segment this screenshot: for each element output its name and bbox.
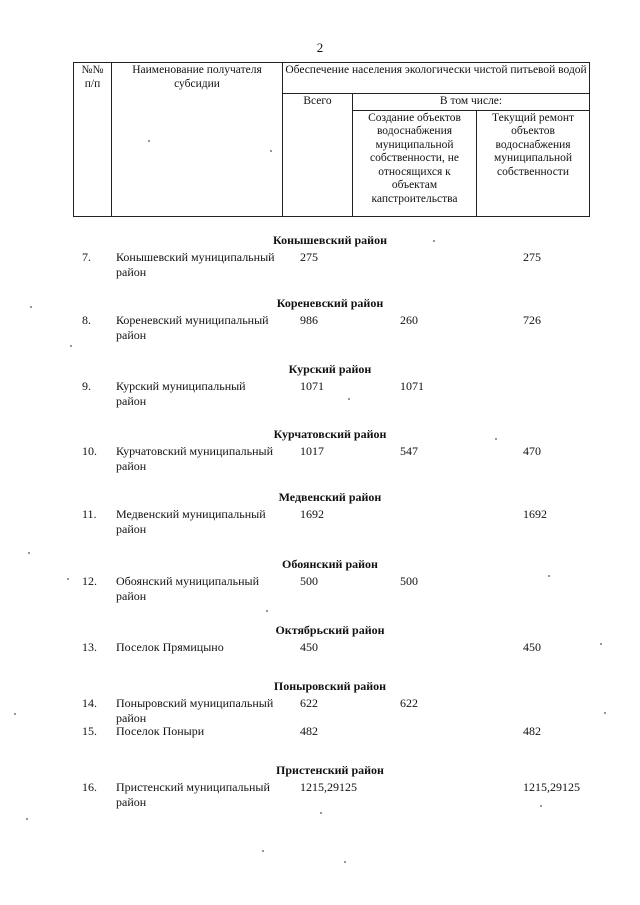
total-value: 622 (300, 696, 318, 710)
total-value: 1071 (300, 379, 324, 393)
row-number: 10. (82, 444, 97, 458)
row-number: 13. (82, 640, 97, 654)
scan-speck (604, 712, 606, 714)
repair-value: 1215,29125 (523, 780, 580, 794)
table-row (0, 640, 640, 674)
row-number: 12. (82, 574, 97, 588)
section-title: Медвенский район (278, 490, 382, 504)
total-value: 275 (300, 250, 318, 264)
recipient-name: Медвенский муниципальный район (116, 507, 266, 536)
scan-speck (548, 575, 550, 577)
section-title: Пристенский район (276, 763, 384, 777)
recipient-name: Конышевский муниципальный район (116, 250, 275, 279)
row-number: 9. (82, 379, 91, 393)
table-row (0, 780, 640, 814)
recipient-name: Кореневский муниципальный район (116, 313, 269, 342)
scan-speck (30, 306, 32, 308)
total-value: 482 (300, 724, 318, 738)
repair-value: 470 (523, 444, 541, 458)
table-row (0, 444, 640, 478)
page-number: 2 (316, 40, 324, 55)
repair-value: 726 (523, 313, 541, 327)
creation-value: 260 (400, 313, 418, 327)
scan-speck (270, 150, 272, 152)
scan-speck (28, 552, 30, 554)
header-recipient: Наименование получателя субсидии (112, 63, 283, 217)
header-including: В том числе: (353, 94, 590, 111)
repair-value: 275 (523, 250, 541, 264)
total-value: 1017 (300, 444, 324, 458)
table-row (0, 574, 640, 608)
row-number: 14. (82, 696, 97, 710)
header-creation: Создание объектов водоснабжения муниципальной собственности, не относящихся к объектам капстроительства (353, 110, 477, 216)
table-row (0, 313, 640, 347)
row-number: 7. (82, 250, 91, 264)
recipient-name: Обоянский муниципальный район (116, 574, 259, 603)
scan-speck (320, 812, 322, 814)
scan-speck (67, 578, 69, 580)
scan-speck (600, 643, 602, 645)
scan-speck (14, 713, 16, 715)
repair-value: 482 (523, 724, 541, 738)
table-row (0, 379, 640, 413)
repair-value: 450 (523, 640, 541, 654)
recipient-name: Курский муниципальный район (116, 379, 246, 408)
creation-value: 622 (400, 696, 418, 710)
repair-value: 1692 (523, 507, 547, 521)
header-repair: Текущий ремонт объектов водоснабжения муниципальной собственности (477, 110, 590, 216)
scan-speck (495, 438, 497, 440)
creation-value: 547 (400, 444, 418, 458)
header-total: Всего (283, 94, 353, 217)
scan-speck (348, 398, 350, 400)
total-value: 986 (300, 313, 318, 327)
header-num: №№ п/п (74, 63, 112, 217)
scan-speck (70, 345, 72, 347)
recipient-name: Поселок Поныри (116, 724, 205, 738)
section-title: Кореневский район (276, 296, 384, 310)
section-title: Курчатовский район (273, 427, 387, 441)
creation-value: 500 (400, 574, 418, 588)
section-title: Обоянский район (282, 557, 378, 571)
scan-speck (540, 805, 542, 807)
table-row (0, 724, 640, 758)
header-water-supply: Обеспечение населения экологически чистой питьевой водой (283, 63, 590, 94)
row-number: 15. (82, 724, 97, 738)
total-value: 1215,29125 (300, 780, 357, 794)
section-title: Курский район (288, 362, 372, 376)
recipient-name: Пристенский муниципальный район (116, 780, 270, 809)
recipient-name: Поныровский муниципальный район (116, 696, 274, 725)
scan-speck (262, 850, 264, 852)
section-title: Конышевский район (272, 233, 388, 247)
scan-speck (433, 240, 435, 242)
creation-value: 1071 (400, 379, 424, 393)
section-title: Октябрьский район (275, 623, 385, 637)
scan-speck (344, 861, 346, 863)
recipient-name: Поселок Прямицыно (116, 640, 224, 654)
table-row (0, 250, 640, 284)
section-title: Поныровский район (273, 679, 387, 693)
total-value: 1692 (300, 507, 324, 521)
scan-speck (26, 818, 28, 820)
row-number: 11. (82, 507, 97, 521)
total-value: 500 (300, 574, 318, 588)
total-value: 450 (300, 640, 318, 654)
table-row (0, 507, 640, 541)
scan-speck (266, 610, 268, 612)
table-header (73, 62, 590, 217)
row-number: 16. (82, 780, 97, 794)
scan-speck (148, 140, 150, 142)
recipient-name: Курчатовский муниципальный район (116, 444, 274, 473)
row-number: 8. (82, 313, 91, 327)
